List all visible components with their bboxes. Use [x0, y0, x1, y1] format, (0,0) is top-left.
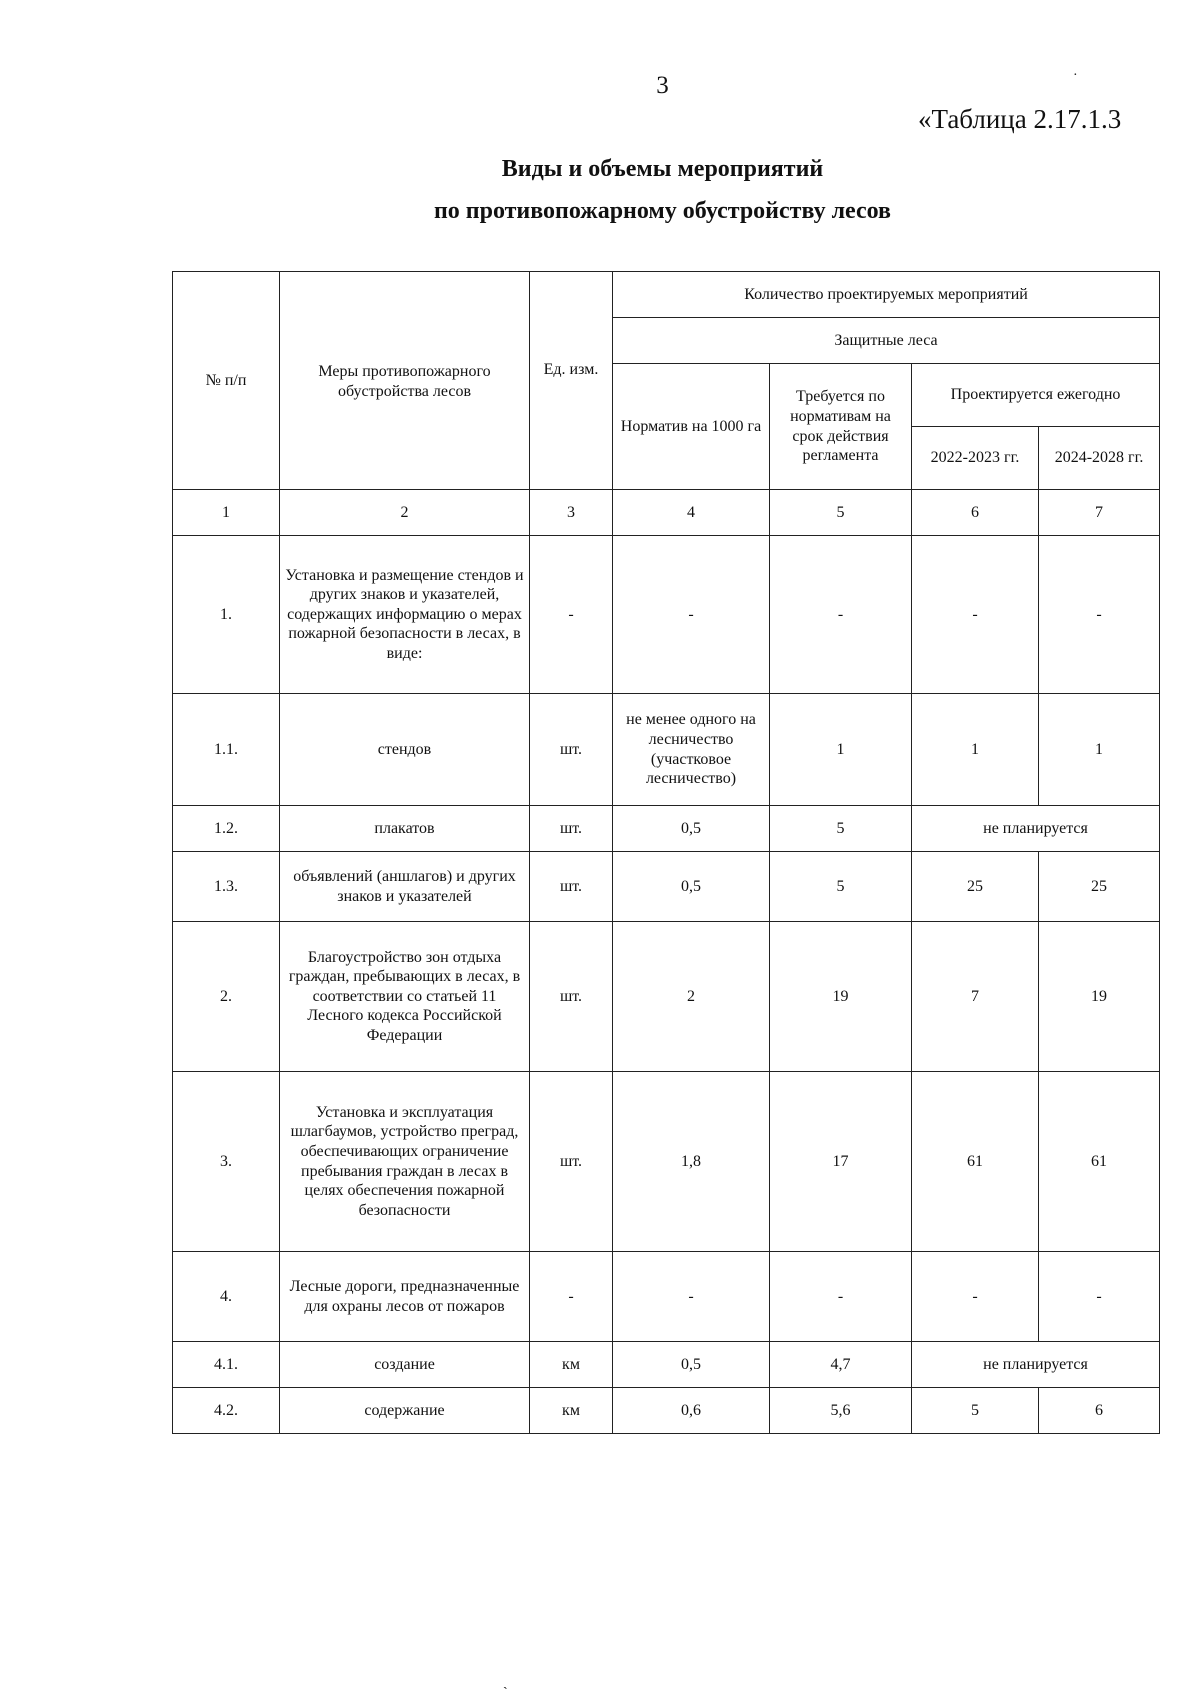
row-years-2: 61 [1039, 1072, 1160, 1252]
row-years-2: 25 [1039, 852, 1160, 922]
row-required: 19 [770, 922, 912, 1072]
row-norm: 0,5 [613, 852, 770, 922]
table-row [173, 852, 1160, 922]
column-number: 2 [280, 490, 530, 536]
row-merged-status: не планируется [912, 1342, 1160, 1388]
row-norm: - [613, 536, 770, 694]
table-reference: «Таблица 2.17.1.3 [918, 104, 1122, 134]
row-years-1: 61 [912, 1072, 1039, 1252]
row-years-2: 19 [1039, 922, 1160, 1072]
column-number: 5 [770, 490, 912, 536]
row-unit: шт. [530, 694, 613, 806]
row-name: плакатов [280, 806, 530, 852]
table-row [173, 1252, 1160, 1342]
row-num: 2. [173, 922, 280, 1072]
table-row [173, 694, 1160, 806]
header-years-2: 2024-2028 гг. [1039, 427, 1160, 490]
column-number: 7 [1039, 490, 1160, 536]
row-norm: 2 [613, 922, 770, 1072]
row-unit: - [530, 536, 613, 694]
row-num: 1.3. [173, 852, 280, 922]
header-required: Требуется по нормативам на срок действия регламента [770, 364, 912, 490]
column-number: 1 [173, 490, 280, 536]
column-number: 3 [530, 490, 613, 536]
column-number-row [173, 490, 1160, 536]
table-row [173, 536, 1160, 694]
row-required: 5 [770, 806, 912, 852]
header-forest-type: Защитные леса [613, 318, 1160, 364]
row-unit: шт. [530, 1072, 613, 1252]
row-num: 1. [173, 536, 280, 694]
row-norm: 0,5 [613, 806, 770, 852]
header-norm: Норматив на 1000 га [613, 364, 770, 490]
row-num: 1.1. [173, 694, 280, 806]
table-row [173, 1388, 1160, 1434]
row-required: - [770, 1252, 912, 1342]
row-unit: шт. [530, 806, 613, 852]
row-unit: км [530, 1342, 613, 1388]
row-name: Благоустройство зон отдыха граждан, пребывающих в лесах, в соответствии со статьей 11 Лесного кодекса Российской Федерации [280, 922, 530, 1072]
header-row [173, 272, 1160, 318]
row-unit: шт. [530, 922, 613, 1072]
row-num: 4. [173, 1252, 280, 1342]
table-row [173, 1342, 1160, 1388]
row-num: 3. [173, 1072, 280, 1252]
row-num: 4.2. [173, 1388, 280, 1434]
row-required: 5 [770, 852, 912, 922]
row-norm: 1,8 [613, 1072, 770, 1252]
row-years-2: - [1039, 536, 1160, 694]
table-row [173, 806, 1160, 852]
row-years-1: 5 [912, 1388, 1039, 1434]
row-required: 4,7 [770, 1342, 912, 1388]
row-years-2: 6 [1039, 1388, 1160, 1434]
header-quantity: Количество проектируемых мероприятий [613, 272, 1160, 318]
row-name: создание [280, 1342, 530, 1388]
measures-table [172, 271, 1160, 1434]
row-name: Лесные дороги, предназначенные для охраны лесов от пожаров [280, 1252, 530, 1342]
row-unit: - [530, 1252, 613, 1342]
document-title-line-2: по противопожарному обустройству лесов [433, 198, 892, 224]
header-planned: Проектируется ежегодно [912, 364, 1160, 427]
row-years-1: - [912, 536, 1039, 694]
header-years-1: 2022-2023 гг. [912, 427, 1039, 490]
row-norm: - [613, 1252, 770, 1342]
header-measures: Меры противопожарного обустройства лесов [280, 272, 530, 490]
header-num: № п/п [173, 272, 280, 490]
header-unit: Ед. изм. [530, 272, 613, 490]
row-years-1: 25 [912, 852, 1039, 922]
page-number: 3 [656, 72, 669, 99]
row-name: Установка и размещение стендов и других знаков и указателей, содержащих информацию о мерах пожарной безопасности в лесах, в виде: [280, 536, 530, 694]
row-unit: км [530, 1388, 613, 1434]
document-title-line-1: Виды и объемы мероприятий [501, 156, 824, 182]
row-merged-status: не планируется [912, 806, 1160, 852]
row-unit: шт. [530, 852, 613, 922]
row-required: - [770, 536, 912, 694]
row-norm: 0,6 [613, 1388, 770, 1434]
row-years-1: - [912, 1252, 1039, 1342]
column-number: 6 [912, 490, 1039, 536]
row-name: содержание [280, 1388, 530, 1434]
row-required: 1 [770, 694, 912, 806]
table-row [173, 1072, 1160, 1252]
scan-speck: ˏ [503, 1675, 508, 1690]
row-name: стендов [280, 694, 530, 806]
row-years-2: - [1039, 1252, 1160, 1342]
scan-speck: · [1073, 68, 1078, 83]
row-name: Установка и эксплуатация шлагбаумов, устройство преград, обеспечивающих ограничение пребывания граждан в лесах в целях обеспечения пожарной безопасности [280, 1072, 530, 1252]
row-years-2: 1 [1039, 694, 1160, 806]
row-name: объявлений (аншлагов) и других знаков и указателей [280, 852, 530, 922]
row-num: 1.2. [173, 806, 280, 852]
row-norm: 0,5 [613, 1342, 770, 1388]
column-number: 4 [613, 490, 770, 536]
row-years-1: 1 [912, 694, 1039, 806]
row-num: 4.1. [173, 1342, 280, 1388]
row-required: 17 [770, 1072, 912, 1252]
row-required: 5,6 [770, 1388, 912, 1434]
row-years-1: 7 [912, 922, 1039, 1072]
row-norm: не менее одного на лесничество (участковое лесничество) [613, 694, 770, 806]
table-row [173, 922, 1160, 1072]
